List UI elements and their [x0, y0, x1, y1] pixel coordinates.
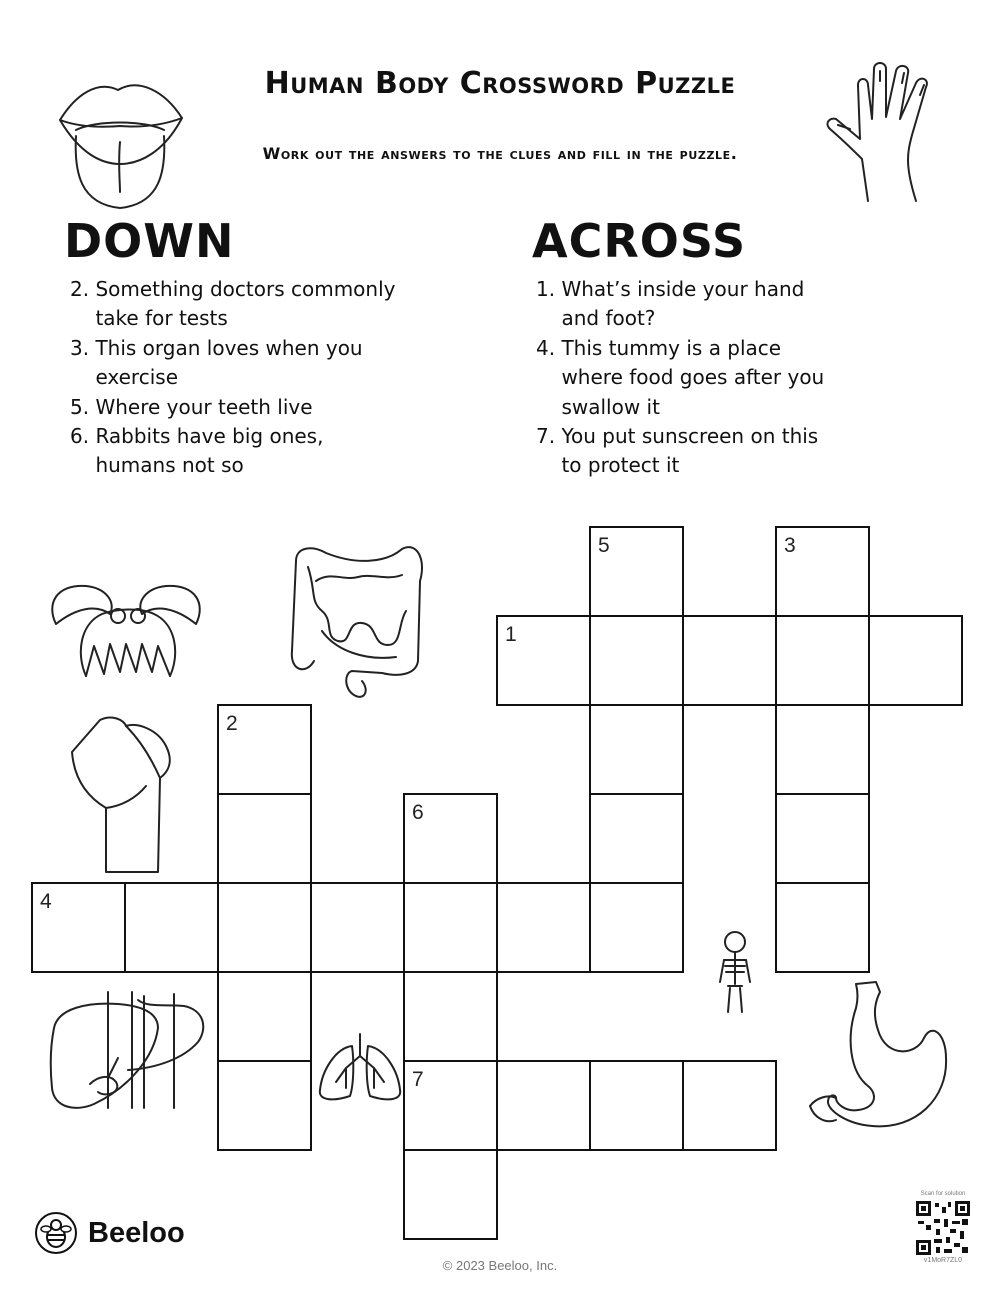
cell-number: 2: [226, 712, 238, 735]
crossword-cell[interactable]: [217, 793, 312, 884]
crossword-cell[interactable]: [217, 704, 312, 795]
crossword-cell[interactable]: [589, 704, 684, 795]
cell-number: 3: [784, 534, 796, 557]
crossword-cell[interactable]: [496, 1060, 591, 1151]
knee-icon: [66, 712, 178, 878]
down-heading: DOWN: [64, 214, 235, 268]
across-heading: ACROSS: [532, 214, 747, 268]
crossword-cell[interactable]: [682, 615, 777, 706]
page-title: Human Body Crossword Puzzle: [264, 66, 736, 101]
down-clue-list: [70, 275, 395, 481]
down-clue-6: 6. Rabbits have big ones, humans not so: [70, 424, 324, 478]
cell-number: 7: [412, 1068, 424, 1091]
lips-icon: [56, 72, 186, 212]
bee-logo-icon: [34, 1211, 78, 1255]
crossword-cell[interactable]: [589, 615, 684, 706]
crossword-cell[interactable]: [217, 971, 312, 1062]
lungs-icon: [316, 1030, 404, 1102]
crossword-cell[interactable]: [775, 704, 870, 795]
crossword-cell[interactable]: [217, 882, 312, 973]
crossword-cell[interactable]: [868, 615, 963, 706]
cell-number: 1: [505, 623, 517, 646]
qr-code-label: v1MoR7ZL0: [923, 1257, 963, 1264]
crossword-cell[interactable]: [775, 793, 870, 884]
across-clue-list: [536, 275, 824, 481]
crossword-cell[interactable]: [31, 882, 126, 973]
crossword-cell[interactable]: [403, 882, 498, 973]
crossword-cell[interactable]: [589, 793, 684, 884]
crossword-cell[interactable]: [682, 1060, 777, 1151]
copyright: © 2023 Beeloo, Inc.: [442, 1258, 558, 1273]
down-clue-5: 5. Where your teeth live: [70, 394, 313, 419]
instructions: Work out the answers to the clues and fill in the puzzle.: [262, 144, 738, 163]
crossword-cell[interactable]: [124, 882, 219, 973]
crossword-cell[interactable]: [589, 1060, 684, 1151]
brand: [34, 1211, 185, 1255]
stomach-icon: [806, 978, 950, 1140]
down-clue-2: 2. Something doctors commonly take for tests: [70, 277, 396, 331]
crossword-cell[interactable]: [589, 882, 684, 973]
down-clue-3: 3. This organ loves when you exercise: [70, 335, 363, 390]
intestines-icon: [286, 541, 428, 701]
crossword-cell[interactable]: [403, 793, 498, 884]
crossword-cell[interactable]: [217, 1060, 312, 1151]
hand-icon: [824, 55, 964, 205]
across-clue-1: 1. What’s inside your hand and foot?: [536, 277, 805, 331]
crossword-cell[interactable]: [775, 882, 870, 973]
crossword-cell[interactable]: [403, 1149, 498, 1240]
liver-icon: [48, 988, 208, 1116]
crossword-cell[interactable]: [310, 882, 405, 973]
cell-number: 5: [598, 534, 610, 557]
crossword-cell[interactable]: [403, 1060, 498, 1151]
crossword-cell[interactable]: [775, 615, 870, 706]
crossword-cell[interactable]: [403, 971, 498, 1062]
across-clue-4: 4. This tummy is a place where food goes after you swallow it: [536, 335, 825, 419]
across-clue-7: 7. You put sunscreen on this to protect it: [536, 424, 819, 478]
skeleton-icon: [716, 930, 754, 1018]
hair-icon: [46, 574, 208, 684]
crossword-cell[interactable]: [589, 526, 684, 617]
qr-code-icon[interactable]: [916, 1201, 970, 1255]
qr-caption: Scan for solution: [920, 1191, 966, 1197]
cell-number: 4: [40, 890, 52, 913]
brand-name: Beeloo: [88, 1216, 185, 1249]
crossword-cell[interactable]: [496, 882, 591, 973]
crossword-cell[interactable]: [496, 615, 591, 706]
crossword-cell[interactable]: [775, 526, 870, 617]
cell-number: 6: [412, 801, 424, 824]
